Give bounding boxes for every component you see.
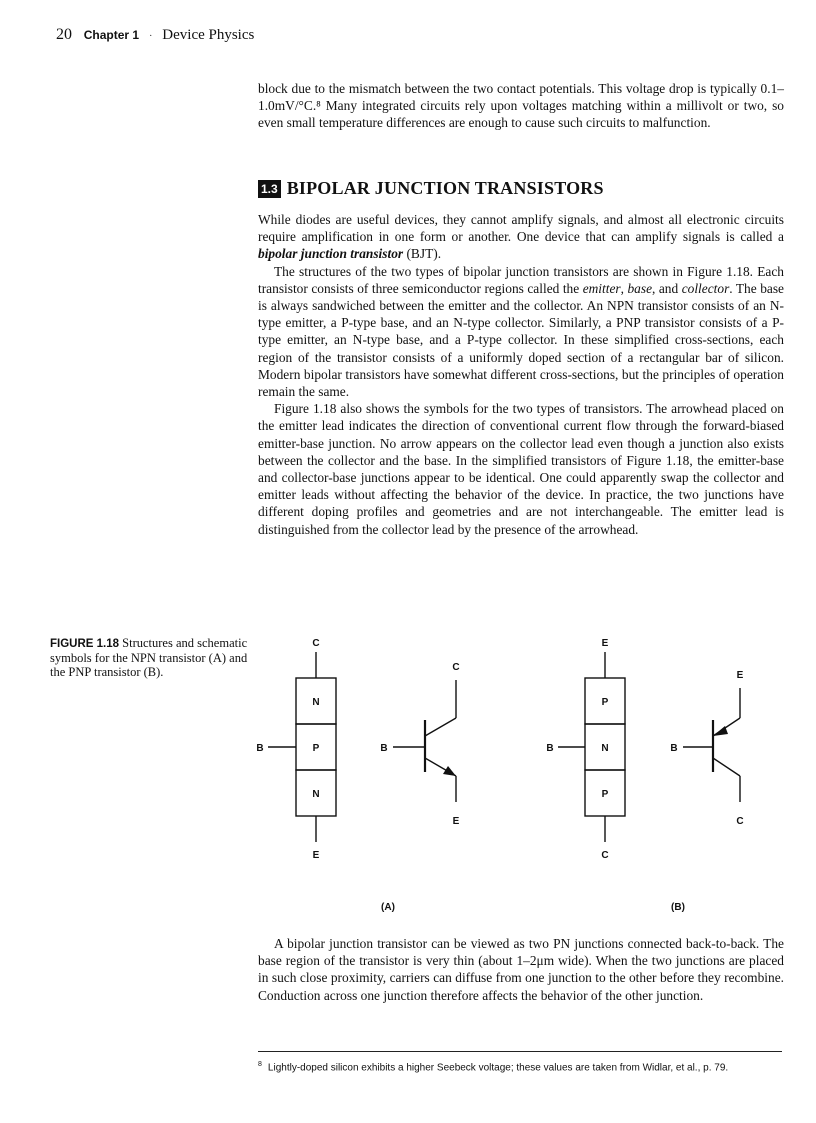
- svg-text:N: N: [601, 743, 609, 754]
- svg-text:E: E: [736, 670, 744, 681]
- header-separator: ·: [148, 30, 153, 42]
- section-heading: [258, 178, 604, 199]
- figure-caption-text: Structures and schematic symbols for the NPN transistor (A) and the PNP transistor (B).: [50, 636, 248, 680]
- npn-structure: [256, 638, 336, 861]
- pnp-top-terminal: E: [601, 638, 609, 649]
- npn-bottom-terminal: E: [312, 850, 320, 861]
- svg-text:P: P: [601, 789, 609, 800]
- svg-text:N: N: [312, 697, 320, 708]
- svg-text:E: E: [452, 816, 460, 827]
- svg-text:C: C: [736, 816, 744, 827]
- section-body: [258, 211, 784, 538]
- paragraph-1: While diodes are useful devices, they cannot amplify signals, and almost all electronic circuits require amplification in one form or another. One device that can amplify signals is called a bipolar junction transistor (BJT).: [258, 212, 784, 262]
- footnote: [258, 1061, 728, 1073]
- paragraph-2: The structures of the two types of bipolar junction transistors are shown in Figure 1.18. Each transistor consists of three semiconductor regions called the emitter, base, and collector. The base is always sandwiched between the emitter and the collector. An NPN transistor consists of an N-type emitter, a P-type base, and an N-type collector. Similarly, a PNP transistor consists of a P-type emitter, an N-type base, and a P-type collector. In these simplified cross-sections, each region of the transistor consists of a uniformly doped section of a rectangular bar of silicon. Modern bipolar transistors have somewhat different cross-sections, but the principles of operation remain the same.: [258, 263, 784, 400]
- npn-top-terminal: C: [312, 638, 320, 649]
- svg-text:P: P: [601, 697, 609, 708]
- svg-text:N: N: [312, 789, 320, 800]
- svg-text:B: B: [380, 743, 388, 754]
- page-number: 20: [56, 26, 72, 43]
- svg-text:B: B: [670, 743, 678, 754]
- pnp-side-terminal: B: [546, 743, 554, 754]
- footnote-rule: [258, 1051, 782, 1052]
- footnote-marker: 8: [258, 1061, 262, 1068]
- npn-side-terminal: B: [256, 743, 264, 754]
- npn-emitter-arrow-icon: [443, 766, 456, 776]
- chapter-title: Device Physics: [162, 27, 255, 43]
- intro-paragraph: block due to the mismatch between the two contact potentials. This voltage drop is typically 0.1–1.0mV/°C.⁸ Many integrated circuits rely upon voltages matching within a millivolt or two, so even small temperature differences are enough to cause such circuits to malfunction.: [258, 81, 784, 131]
- pnp-structure: [546, 638, 625, 861]
- npn-symbol: [380, 662, 459, 827]
- paragraph-3: Figure 1.18 also shows the symbols for the two types of transistors. The arrowhead placed on the emitter lead indicates the direction of conventional current flow through the forward-biased emitter-base junction. No arrow appears on the collector lead even though a junction also exists between the collector and the base. In the simplified transistors of Figure 1.18, the emitter-base and collector-base junctions appear to be identical. One could apparently swap the collector and emitter leads without affecting the behavior of the device. In practice, the two junctions have different doping profiles and geometries and are not interchangeable. The emitter lead is distinguished from the collector lead by the presence of the arrowhead.: [258, 401, 784, 537]
- chapter-label: Chapter 1: [83, 28, 140, 42]
- panel-label-b: (B): [671, 902, 685, 912]
- svg-text:P: P: [312, 743, 320, 754]
- figure-label: FIGURE 1.18: [50, 638, 120, 650]
- page-header: [56, 26, 254, 44]
- term-bjt: bipolar junction transistor: [258, 246, 404, 262]
- footnote-text: Lightly-doped silicon exhibits a higher Seebeck voltage; these values are taken from Widlar, et al., p. 79.: [267, 1062, 729, 1074]
- svg-text:C: C: [452, 662, 460, 673]
- pnp-symbol: [670, 670, 743, 827]
- section-title: BIPOLAR JUNCTION TRANSISTORS: [286, 178, 604, 198]
- figure-1-18: [240, 622, 780, 912]
- panel-label-a: (A): [381, 902, 395, 912]
- figure-caption: [50, 636, 250, 680]
- pnp-bottom-terminal: C: [601, 850, 609, 861]
- paragraph-4: A bipolar junction transistor can be viewed as two PN junctions connected back-to-back. The base region of the transistor is very thin (about 1–2μm wide). When the two junctions are placed in such close proximity, carriers can diffuse from one junction to the other before they recombine. Conduction across one junction therefore affects the behavior of the other junction.: [258, 936, 784, 1003]
- section-number: 1.3: [258, 180, 281, 198]
